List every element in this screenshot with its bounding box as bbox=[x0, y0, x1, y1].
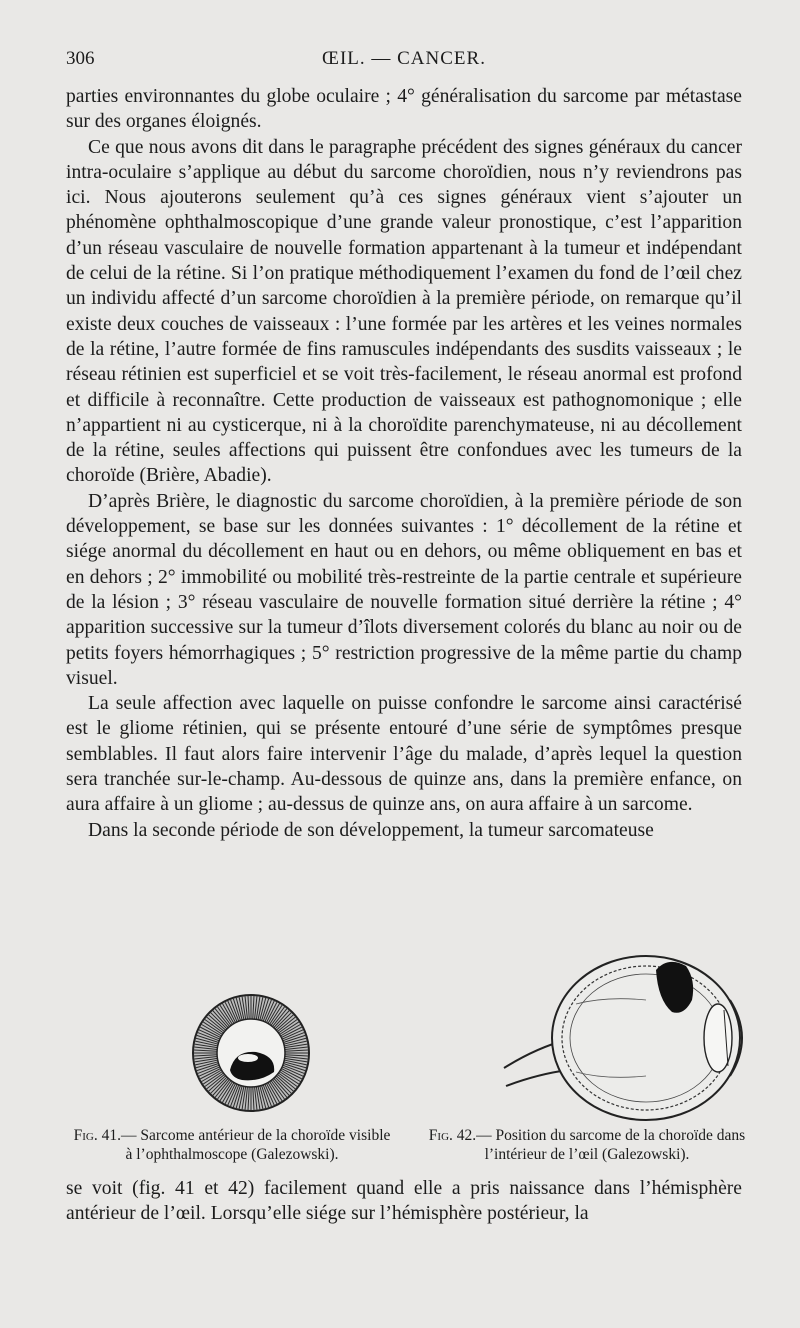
paragraph: Ce que nous avons dit dans le paragraphe précédent des signes généraux du cancer intra-oculaire s’applique au début du sarcome choroïdien, nous n’y reviendrons pas ici. Nous ajouterons seulement qu’à ces signes généraux vient s’ajouter un phénomène ophthalmoscopique d’une grande valeur pronostique, c’est l’apparition d’un réseau vasculaire de nouvelle formation appartenant à la tumeur et indépendant de celui de la rétine. Si l’on pratique méthodiquement l’examen du fond de l’œil chez un individu affecté d’un sarcome choroïdien à la première période, on remarque qu’il existe deux couches de vaisseaux : l’une formée par les artères et les veines normales de la rétine, l’autre formée de fins ramuscules indépendants des susdits vaisseaux ; le réseau rétinien est superficiel et se voit très-facilement, le réseau anormal est profond et difficile à reconnaître. Cette production de vaisseaux est pathognomonique ; elle n’appartient ni au cysticerque, ni à la choroïdite parenchymateuse, ni au décollement de la rétine, seules affections qui puissent être confondues avec les tumeurs de la choroïde (Brière, Abadie). bbox=[66, 136, 742, 487]
paragraph: D’après Brière, le diagnostic du sarcome choroïdien, à la première période de son développement, se base sur les données suivantes : 1° décollement de la rétine et siége anormal du décollement en haut ou en dehors, ou même obliquement en bas et en dehors ; 2° immobilité ou mobilité très-restreinte de la partie centrale et supérieure de la lésion ; 3° réseau vasculaire de nouvelle formation situé derrière la rétine ; 4° apparition successive sur la tumeur d’îlots diversement colorés du blanc au noir ou de petits foyers hémorrhagiques ; 5° restriction progressive de la même partie du champ visuel. bbox=[66, 490, 742, 689]
figure-41-illustration bbox=[190, 992, 312, 1114]
continuation-text bbox=[66, 1176, 742, 1227]
figure-42-caption-text: — Position du sarcome de la choroïde dans l’intérieur de l’œil (Galezowski). bbox=[476, 1127, 746, 1163]
page-header bbox=[66, 48, 742, 74]
paragraph: Dans la seconde période de son développement, la tumeur sarcomateuse bbox=[88, 819, 654, 841]
figure-41-caption bbox=[72, 1126, 392, 1164]
figure-41-caption-text: — Sarcome antérieur de la choroïde visible à l’ophthalmoscope (Galezowski). bbox=[120, 1127, 391, 1163]
paragraph: se voit (fig. 41 et 42) facilement quand elle a pris naissance dans l’hémisphère antérieur de l’œil. Lorsqu’elle siége sur l’hémisphère postérieur, la bbox=[66, 1178, 742, 1225]
running-title: ŒIL. — CANCER. bbox=[322, 48, 486, 69]
figure-42-label: Fig. 42. bbox=[428, 1127, 477, 1144]
main-text bbox=[66, 84, 742, 843]
page-number: 306 bbox=[66, 48, 95, 69]
paragraph: parties environnantes du globe oculaire ; 4° généralisation du sarcome par métastase sur des organes éloignés. bbox=[66, 86, 742, 133]
figure-41-label: Fig. 41. bbox=[73, 1127, 121, 1144]
figures-block bbox=[66, 940, 756, 1170]
paragraph: La seule affection avec laquelle on puisse confondre le sarcome ainsi caractérisé est le gliome rétinien, qui se présente entouré d’une série de symptômes presque semblables. Il faut alors faire intervenir l’âge du malade, d’après lequel la question sera tranchée sur-le-champ. Au-dessous de quinze ans, dans la première enfance, on aura affaire à un gliome ; au-dessus de quinze ans, on aura affaire à un sarcome. bbox=[66, 693, 742, 816]
figure-42-caption bbox=[412, 1126, 762, 1164]
figure-42-illustration bbox=[496, 940, 758, 1122]
